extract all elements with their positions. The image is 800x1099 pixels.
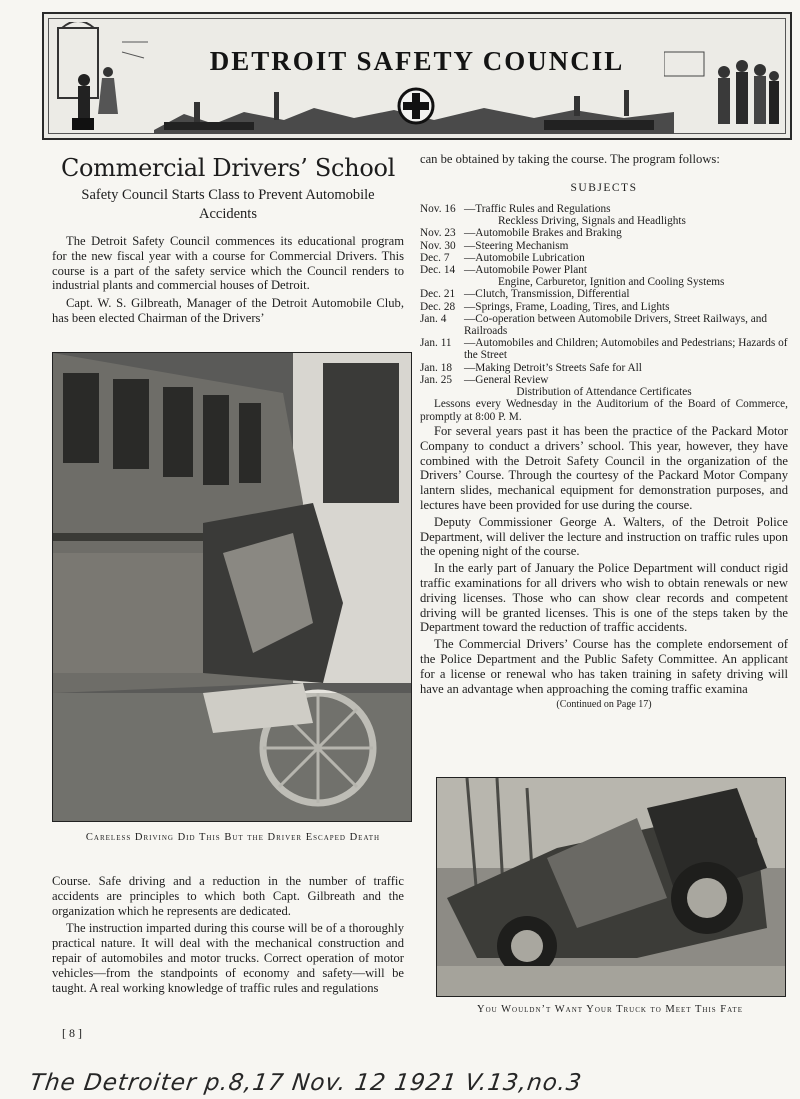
subject-date: Nov. 16 (420, 203, 456, 215)
chairman-paragraph: Capt. W. S. Gilbreath, Manager of the Detroit Automobile Club, has been elected Chairman of the Drivers’ (52, 296, 404, 325)
list-item: Dec. 21 —Clutch, Transmission, Differential (420, 288, 630, 301)
streetcar-crash-photo (52, 352, 412, 822)
subject-title: Automobile Power Plant (475, 264, 588, 277)
list-item: Jan. 25 —General Review (420, 373, 549, 386)
masthead (42, 12, 792, 140)
masthead-right-illustration (664, 22, 782, 132)
list-item: Dec. 7 —Automobile Lubrication (420, 251, 585, 264)
subject-title: Steering Mechanism (475, 239, 569, 252)
truck-crash-image (437, 778, 785, 996)
subject-title: Making Detroit’s Streets Safe for All (475, 361, 642, 374)
list-item: Jan. 4 —Co-operation between Automobile Drivers, Street Railways, and Railroads (420, 312, 768, 338)
list-item: Jan. 18 —Making Detroit’s Streets Safe for All (420, 361, 642, 374)
subjects-heading: SUBJECTS (570, 182, 638, 194)
intro-paragraph: The Detroit Safety Council commences its educational program for the new fiscal year with a course for Commercial Drivers. This course is a part of the safety service which the Council renders to industrial plants and commercial houses of Detroit. (52, 234, 404, 293)
program-intro: can be obtained by taking the course. The program follows: (420, 152, 720, 166)
list-item: Jan. 11 —Automobiles and Children; Automobiles and Pedestrians; Hazards of the Street (420, 337, 788, 362)
streetcar-crash-image (53, 353, 411, 821)
left-photo-caption: Careless Driving Did This But the Driver Escaped Death (85, 832, 381, 843)
list-item: Nov. 23 —Automobile Brakes and Braking (420, 227, 622, 240)
article-title: Commercial Drivers’ School (60, 154, 396, 182)
masthead-left-illustration (52, 22, 152, 132)
police-paragraph: In the early part of January the Police Department will conduct rigid traffic examinations for all drivers who wish to obtain renewals or new driving licenses. Those who can show clear records and competent driving will be granted licenses. This is one of the steps taken by the Department toward the reduction of traffic accidents. (420, 561, 788, 635)
subject-date: Nov. 23 (420, 227, 456, 240)
packard-paragraph: For several years past it has been the practice of the Packard Motor Company to conduct a drivers’ school. This year, however, they have combined with the Detroit Safety Council in the organization of the Drivers’ Course. Through the courtesy of the Packard Motor Company lantern slides, mechanical equipment for demonstration purposes, and lectures have been provided for use during the course. (420, 424, 788, 512)
masthead-title: DETROIT SAFETY COUNCIL (209, 46, 625, 76)
list-item: Nov. 30 —Steering Mechanism (420, 239, 569, 252)
truck-crash-photo (436, 777, 786, 997)
subject-date: Jan. 11 (420, 337, 452, 350)
subject-title: Co-operation between Automobile Drivers, Street Railways, and Railroads (464, 312, 768, 338)
handwritten-citation: The Detroiter p.8,17 Nov. 12 1921 V.13,no.3 (28, 1070, 584, 1096)
right-photo-caption: You Wouldn’t Want Your Truck to Meet This Fate (477, 1004, 743, 1015)
subject-date: Nov. 30 (420, 239, 456, 252)
subject-date: Jan. 4 (420, 312, 447, 325)
subject-title: Automobiles and Children; Automobiles and Pedestrians; Hazards of the Street (464, 337, 788, 362)
certificates-line: Distribution of Attendance Certificates (516, 386, 692, 399)
instruction-paragraph: The instruction imparted during this course will be of a thoroughly practical nature. It will deal with the mechanical construction and repair of automobiles and motor trucks. Correct operation of motor vehicles—from the standpoints of economy and safety—will be taught. A real working knowledge of traffic rules and regulations (52, 921, 404, 995)
subject-title: Automobile Lubrication (475, 251, 585, 264)
walters-paragraph: Deputy Commissioner George A. Walters, of the Detroit Police Department, will deliver the lecture and instruction on traffic rules upon the opening night of the course. (420, 514, 788, 559)
course-paragraph: Course. Safe driving and a reduction in the number of traffic accidents are principles to which both Capt. Gilbreath and the organization which he represents are dedicated. (52, 874, 404, 918)
subject-date: Jan. 25 (420, 373, 453, 386)
subject-date: Dec. 7 (420, 251, 450, 264)
list-item: Dec. 14 —Automobile Power Plant Engine, Carburetor, Ignition and Cooling Systems (420, 264, 788, 288)
subject-subtitle: Engine, Carburetor, Ignition and Cooling Systems (498, 276, 725, 289)
safety-emblem-icon (396, 86, 436, 126)
lessons-line: Lessons every Wednesday in the Auditorium of the Board of Commerce, promptly at 8:00 P. M. (420, 398, 788, 423)
subject-date: Dec. 28 (420, 300, 456, 313)
article-subtitle: Safety Council Starts Class to Prevent Automobile Accidents (81, 187, 375, 222)
list-item: Dec. 28 —Springs, Frame, Loading, Tires, and Lights (420, 300, 670, 313)
subject-date: Jan. 18 (420, 361, 453, 374)
endorsement-paragraph: The Commercial Drivers’ Course has the complete endorsement of the Police Department and the Public Safety Committee. An applicant for a license or renewal who has taken training in safety driving will have an advantage when approaching the coming traffic examina (420, 637, 788, 696)
continued-note: (Continued on Page 17) (556, 699, 652, 711)
subject-title: Traffic Rules and Regulations (475, 203, 611, 215)
left-column-bottom-text (52, 874, 404, 995)
subject-title: Springs, Frame, Loading, Tires, and Lights (475, 300, 670, 313)
subject-title: General Review (475, 373, 549, 386)
list-item: Nov. 16 —Traffic Rules and Regulations Reckless Driving, Signals and Headlights (420, 203, 788, 227)
subject-date: Dec. 21 (420, 288, 456, 301)
subject-title: Clutch, Transmission, Differential (475, 288, 630, 301)
subject-subtitle: Reckless Driving, Signals and Headlights (498, 215, 686, 228)
right-column-text (420, 424, 788, 712)
right-column-intro (420, 152, 788, 167)
subject-date: Dec. 14 (420, 264, 456, 277)
page-number: [ 8 ] (62, 1026, 82, 1040)
left-column-top-text (52, 234, 404, 326)
subjects-list (420, 203, 788, 423)
subject-title: Automobile Brakes and Braking (475, 227, 622, 240)
